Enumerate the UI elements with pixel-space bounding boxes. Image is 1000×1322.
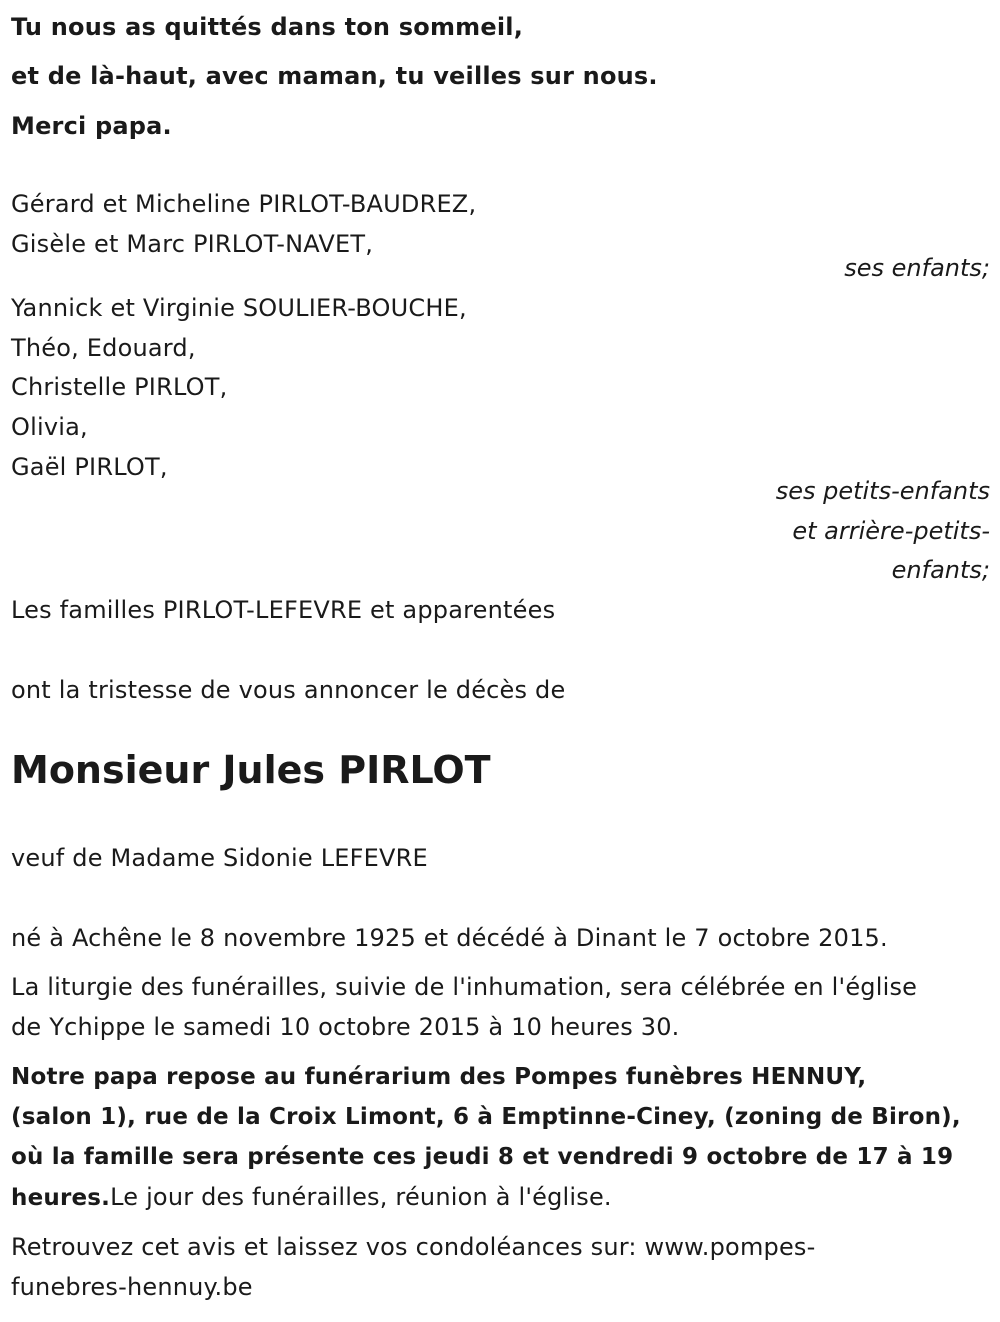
announcement-line: ont la tristesse de vous annoncer le décès de bbox=[11, 676, 566, 704]
birth-death-line: né à Achêne le 8 novembre 1925 et décédé à Dinant le 7 octobre 2015. bbox=[11, 924, 888, 952]
children-label: ses enfants; bbox=[844, 254, 990, 282]
grandchildren-label-line: et arrière-petits- bbox=[792, 517, 990, 545]
rest-line: où la famille sera présente ces jeudi 8 et vendredi 9 octobre de 17 à 19 bbox=[11, 1144, 954, 1170]
liturgy-line: de Ychippe le samedi 10 octobre 2015 à 10 heures 30. bbox=[11, 1013, 680, 1041]
child-name: Gérard et Micheline PIRLOT-BAUDREZ, bbox=[11, 190, 477, 218]
condolence-line: funebres-hennuy.be bbox=[11, 1273, 253, 1301]
families-line: Les familles PIRLOT-LEFEVRE et apparentées bbox=[11, 596, 556, 624]
widower-line: veuf de Madame Sidonie LEFEVRE bbox=[11, 844, 428, 872]
grandchildren-label-line: ses petits-enfants bbox=[775, 477, 990, 505]
liturgy-line: La liturgie des funérailles, suivie de l'inhumation, sera célébrée en l'église bbox=[11, 973, 918, 1001]
grandchild-name: Théo, Edouard, bbox=[11, 334, 196, 362]
rest-line: (salon 1), rue de la Croix Limont, 6 à Emptinne-Ciney, (zoning de Biron), bbox=[11, 1104, 961, 1130]
child-name: Gisèle et Marc PIRLOT-NAVET, bbox=[11, 230, 374, 258]
epitaph-line-1: Tu nous as quittés dans ton sommeil, bbox=[11, 13, 524, 41]
grandchildren-label-line: enfants; bbox=[891, 556, 990, 584]
grandchild-name: Olivia, bbox=[11, 413, 88, 441]
rest-last-normal: Le jour des funérailles, réunion à l'église. bbox=[110, 1183, 612, 1211]
epitaph-line-2: et de là-haut, avec maman, tu veilles sur nous. bbox=[11, 62, 658, 90]
grandchild-name: Yannick et Virginie SOULIER-BOUCHE, bbox=[11, 294, 467, 322]
rest-line: Notre papa repose au funérarium des Pompes funèbres HENNUY, bbox=[11, 1064, 867, 1090]
grandchild-name: Gaël PIRLOT, bbox=[11, 453, 168, 481]
rest-last-line bbox=[11, 1182, 612, 1213]
epitaph-line-3: Merci papa. bbox=[11, 112, 172, 140]
rest-last-bold: heures. bbox=[11, 1185, 111, 1211]
condolence-line: Retrouvez cet avis et laissez vos condoléances sur: www.pompes- bbox=[11, 1233, 816, 1261]
grandchild-name: Christelle PIRLOT, bbox=[11, 373, 228, 401]
deceased-name: Monsieur Jules PIRLOT bbox=[11, 748, 491, 792]
